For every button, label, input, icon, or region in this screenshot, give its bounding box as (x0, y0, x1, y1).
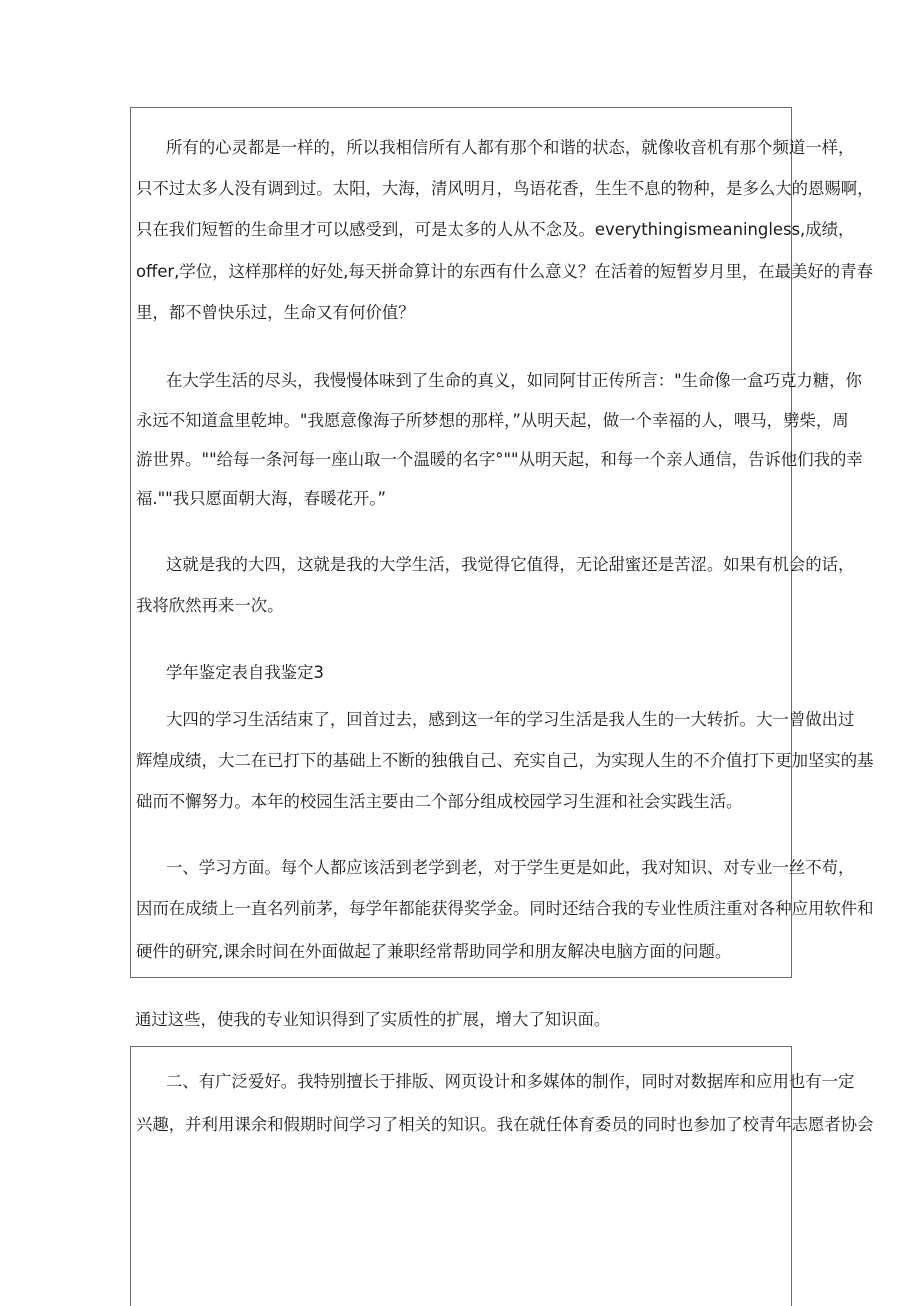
section-heading: 学年鉴定表自我鉴定3 (166, 663, 324, 682)
text-frame-upper (130, 107, 874, 978)
paragraph-line: 福.""我只愿面朝大海，春暖花开。” (136, 489, 387, 508)
paragraph-line: 在大学生活的尽头，我慢慢体味到了生命的真义，如同阿甘正传所言："生命像一盒巧克力糖，你 (166, 371, 862, 390)
paragraph-line: 辉煌成绩，大二在已打下的基础上不断的独俄自己、充实自己，为实现人生的不介值打下更加坚实的基 (136, 751, 874, 770)
paragraph-line: 游世界。""给每一条河每一座山取一个温暖的名字°""从明天起，和每一个亲人通信，告诉他们我的幸 (136, 450, 863, 469)
paragraph-line: 永远不知道盒里乾坤。"我愿意像海子所梦想的那样，”从明天起，做一个幸福的人，喂马，劈柴，周 (136, 411, 849, 430)
text-frame-lower (130, 1046, 874, 1306)
paragraph-line: 兴趣，并利用课余和假期时间学习了相关的知识。我在就任体育委员的同时也参加了校青年志愿者协会 (136, 1115, 874, 1134)
paragraph-line: 二、有广泛爱好。我特别擅长于排版、网页设计和多媒体的制作，同时对数据库和应用也有一定 (166, 1072, 855, 1091)
standalone-paragraph: 通过这些，使我的专业知识得到了实质性的扩展，增大了知识面。 (135, 1010, 611, 1029)
paragraph-line: 因而在成绩上一直名列前茅，每学年都能获得奖学金。同时还结合我的专业性质注重对各种应用软件和 (136, 899, 874, 918)
paragraph-line: 这就是我的大四，这就是我的大学生活，我觉得它值得，无论甜蜜还是苦涩。如果有机会的话， (166, 555, 855, 574)
paragraph-line: 只不过太多人没有调到过。太阳，大海，清风明月，鸟语花香，生生不息的物种，是多么大的恩赐啊， (136, 179, 874, 198)
paragraph-line: 所有的心灵都是一样的，所以我相信所有人都有那个和谐的状态，就像收音机有那个频道一样， (166, 138, 855, 157)
paragraph-line: 一、学习方面。每个人都应该活到老学到老，对于学生更是如此，我对知识、对专业一丝不苟， (166, 858, 855, 877)
paragraph-line: 里，都不曾快乐过，生命又有何价值？ (136, 303, 415, 322)
paragraph-line: 硬件的研究,课余时间在外面做起了兼职经常帮助同学和朋友解决电脑方面的问题。 (136, 942, 732, 961)
paragraph-line: 只在我们短暂的生命里才可以感受到，可是太多的人从不念及。everythingismeaningless,成绩， (136, 220, 855, 239)
paragraph-line: 大四的学习生活结束了，回首过去，感到这一年的学习生活是我人生的一大转折。大一曾做出过 (166, 710, 855, 729)
paragraph-line: 础而不懈努力。本年的校园生活主要由二个部分组成校园学习生涯和社会实践生活。 (136, 792, 743, 811)
paragraph-line: 我将欣然再来一次。 (136, 596, 284, 615)
paragraph-line: offer,学位，这样那样的好处,每天拼命算计的东西有什么意义？在活着的短暂岁月里，在最美好的青春 (136, 262, 873, 281)
